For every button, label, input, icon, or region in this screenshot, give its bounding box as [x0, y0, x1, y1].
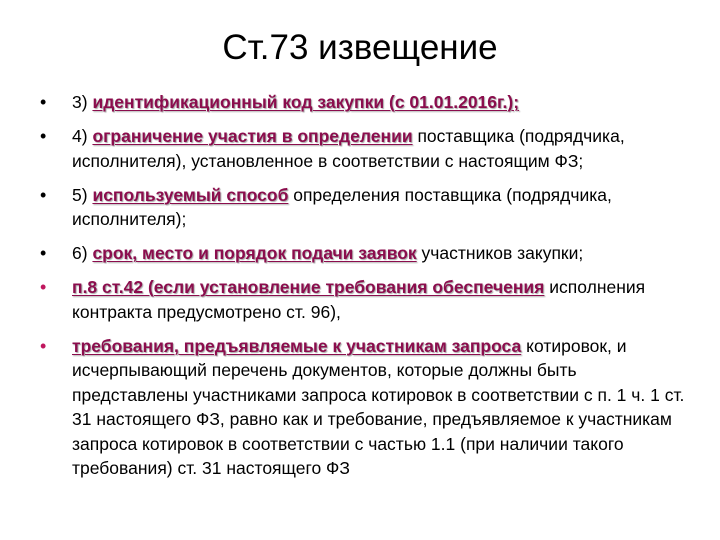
item-prefix: 4) — [72, 126, 93, 146]
item-prefix: 3) — [72, 92, 93, 112]
bullet-icon: • — [40, 335, 47, 356]
list-item — [40, 241, 690, 266]
item-prefix: 5) — [72, 184, 93, 205]
item-highlight: идентификационный код закупки (с 01.01.2016г.); — [92, 92, 520, 112]
item-text: поставщика (подрядчика, исполнителя), установленное в соответствии с настоящим ФЗ; — [72, 126, 625, 171]
item-highlight: требования, предъявляемые к участникам запроса — [72, 335, 522, 356]
bullet-icon: • — [40, 277, 47, 297]
bullet-icon: • — [40, 126, 47, 146]
bullet-icon: • — [40, 184, 47, 205]
list-item — [40, 124, 690, 173]
list-item — [40, 334, 690, 481]
item-highlight: ограничение участия в определении — [92, 126, 413, 146]
item-highlight: срок, место и порядок подачи заявок — [92, 243, 417, 263]
list-item — [40, 90, 690, 115]
item-highlight: п.8 ст.42 (если установление требования обеспечения — [72, 277, 545, 297]
item-text: котировок, и исчерпывающий перечень документов, которые должны быть представлены участниками запроса котировок в соответствии с п. 1 ч. 1 ст. 31 настоящего ФЗ, равно как и требование, предъявляемое к участникам запроса котировок в соответствии с частью 1.1 (при наличии такого требования) ст. 31 настоящего ФЗ — [72, 335, 685, 478]
bullet-list — [40, 90, 690, 490]
list-item — [40, 275, 690, 324]
list-item — [40, 183, 690, 232]
bullet-icon: • — [40, 243, 47, 263]
item-prefix: 6) — [72, 243, 93, 263]
item-text: участников закупки; — [416, 243, 584, 263]
item-highlight: используемый способ — [92, 184, 289, 205]
page-title: Ст.73 извещение — [222, 28, 498, 67]
item-text: исполнения контракта предусмотрено ст. 96), — [72, 277, 646, 322]
bullet-icon: • — [40, 92, 47, 112]
item-text: определения поставщика (подрядчика, исполнителя); — [72, 184, 612, 229]
